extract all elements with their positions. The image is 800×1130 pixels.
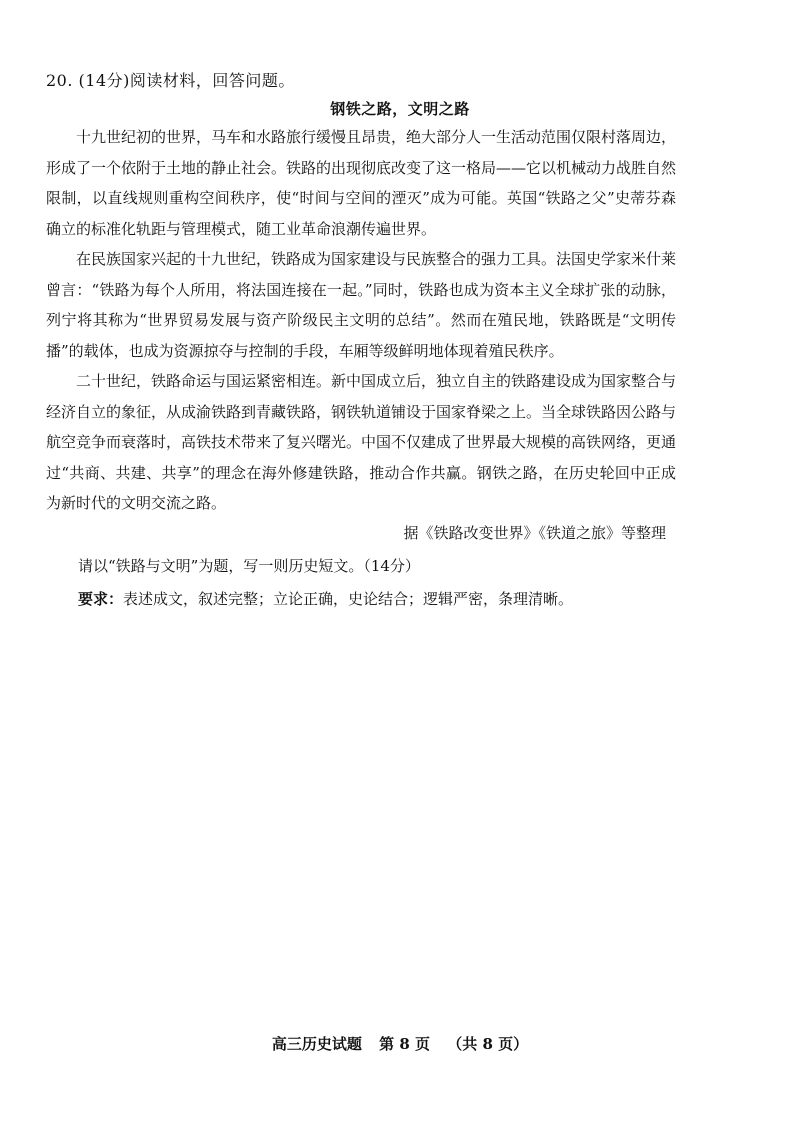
material-source: 据《铁路改变世界》《铁道之旅》等整理 <box>403 524 666 542</box>
question-header: 20. (14分)阅读材料，回答问题。 <box>46 71 295 90</box>
material-paragraph-2: 在民族国家兴起的十九世纪，铁路成为国家建设与民族整合的强力工具。法国史学家米什莱曾言：“铁路为每个人所用，将法国连接在一起。”同时，铁路也成为资本主义全球扩张的动脉，列宁将其称为“世界贸易发展与资产阶级民主文明的总结”。然而在殖民地，铁路既是“文明传播”的载体，也成为资源掠夺与控制的手段，车厢等级鲜明地体现着殖民秩序。 <box>46 250 677 360</box>
material-title: 钢铁之路，文明之路 <box>330 100 470 118</box>
material-body <box>46 122 676 519</box>
footer-page-number: 第 8 页 <box>379 1035 430 1053</box>
task-requirements <box>78 588 573 609</box>
page-footer <box>0 1033 800 1054</box>
requirement-label: 要求： <box>78 590 124 608</box>
footer-exam-name: 高三历史试题 <box>271 1035 362 1053</box>
material-paragraph-1: 十九世纪初的世界，马车和水路旅行缓慢且昂贵，绝大部分人一生活动范围仅限村落周边，形成了一个依附于土地的静止社会。铁路的出现彻底改变了这一格局——它以机械动力战胜自然限制，以直线规则重构空间秩序，使“时间与空间的湮灭”成为可能。英国“铁路之父”史蒂芬森确立的标准化轨距与管理模式，随工业革命浪潮传遍世界。 <box>46 128 677 238</box>
footer-total-pages: （共 8 页） <box>447 1035 529 1053</box>
material-paragraph-3: 二十世纪，铁路命运与国运紧密相连。新中国成立后，独立自主的铁路建设成为国家整合与经济自立的象征，从成渝铁路到青藏铁路，钢铁轨道铺设于国家脊梁之上。当全球铁路因公路与航空竞争而衰落时，高铁技术带来了复兴曙光。中国不仅建成了世界最大规模的高铁网络，更通过“共商、共建、共享”的理念在海外修建铁路，推动合作共赢。钢铁之路，在历史轮回中正成为新时代的文明交流之路。 <box>46 372 677 512</box>
task-prompt: 请以“铁路与文明”为题，写一则历史短文。（14分） <box>78 557 420 575</box>
requirement-text: 表述成文，叙述完整；立论正确，史论结合；逻辑严密，条理清晰。 <box>123 590 574 608</box>
